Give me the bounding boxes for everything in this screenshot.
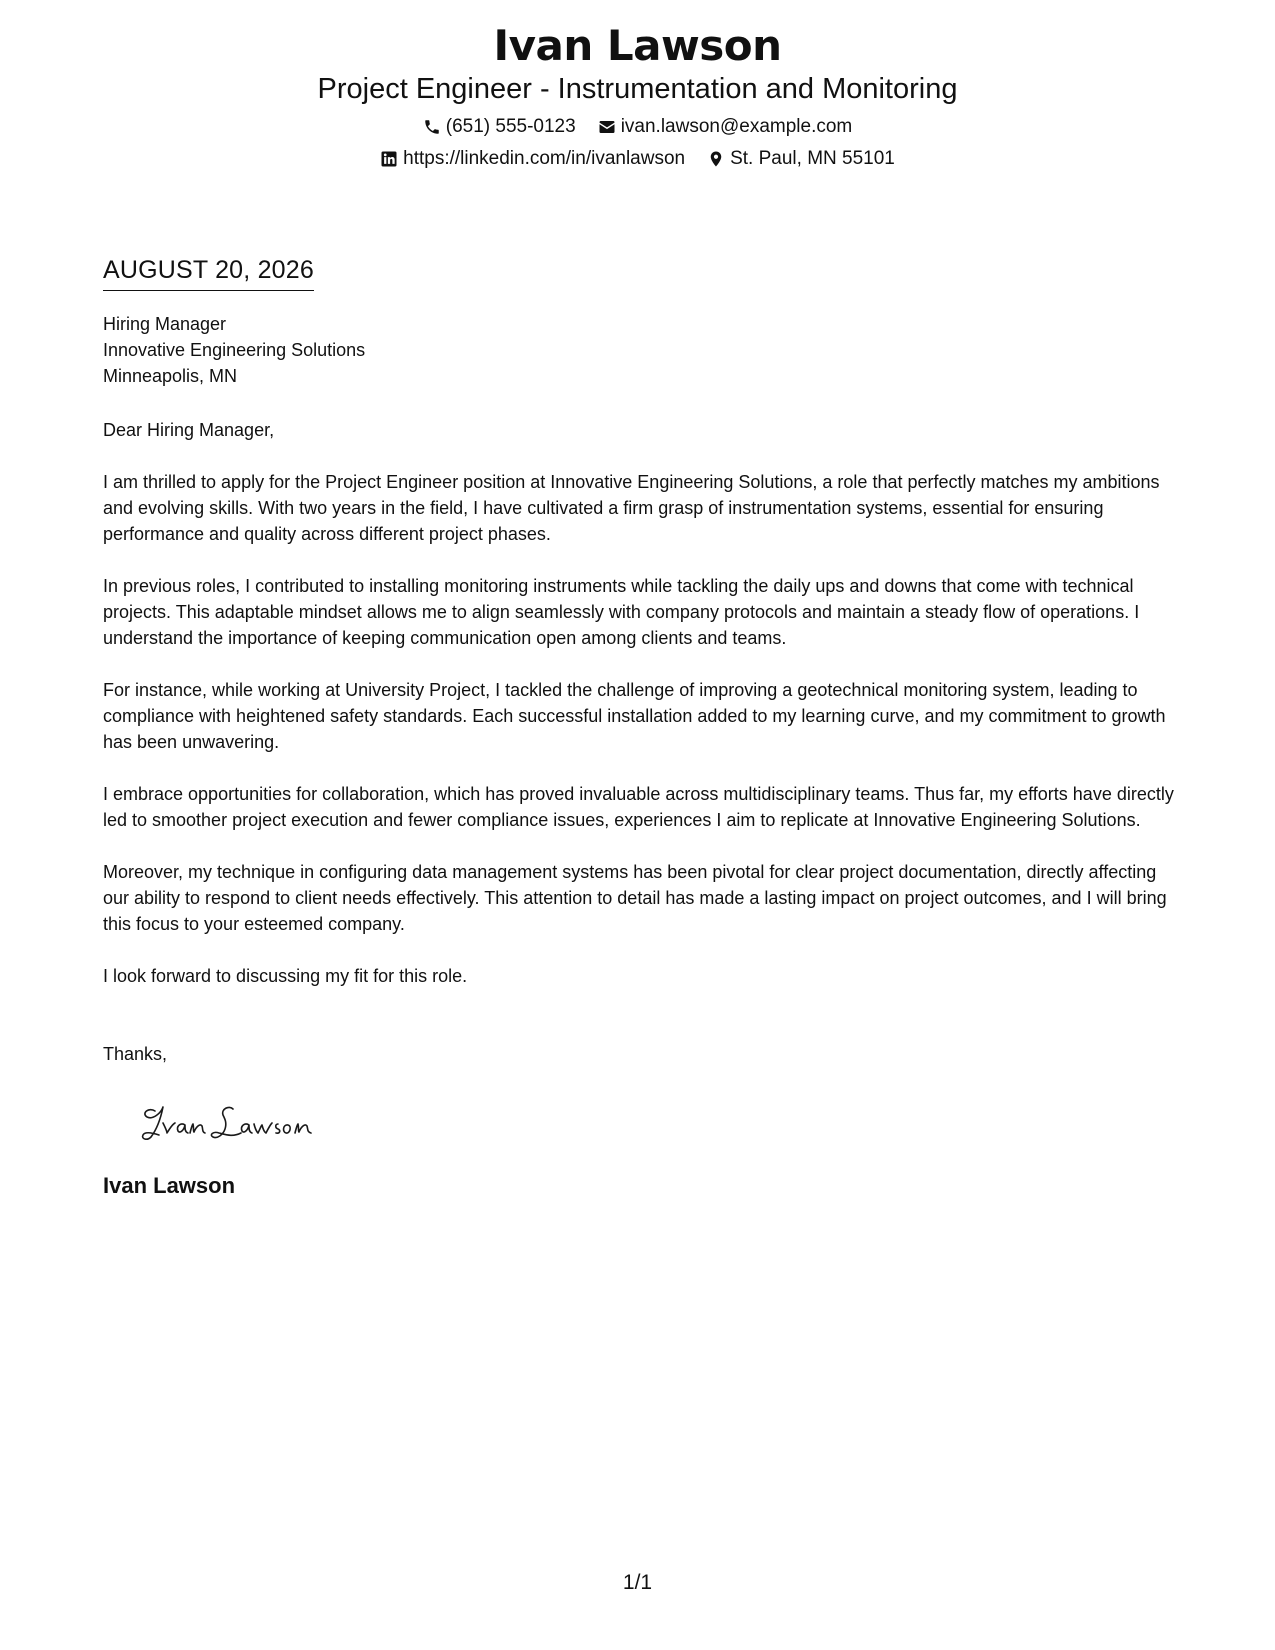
letter-date: AUGUST 20, 2026 [103, 254, 314, 291]
map-marker-icon [707, 150, 725, 168]
letter-header [0, 20, 1275, 171]
salutation: Dear Hiring Manager, [103, 420, 275, 440]
signature-image [137, 1097, 337, 1147]
body-paragraph: I am thrilled to apply for the Project Engineer position at Innovative Engineering Solutions, a role that perfectly matches my ambitions and evolving skills. With two years in the field, I have cultivated a firm grasp of instrumentation systems, essential for ensuring performance and quality across different project phases. [103, 472, 1160, 544]
body-paragraph: For instance, while working at University Project, I tackled the challenge of improving a geotechnical monitoring system, leading to compliance with heightened safety standards. Each successful installation added to my learning curve, and my commitment to growth has been unwavering. [103, 680, 1166, 752]
contact-row-primary [0, 115, 1275, 139]
recipient-line: Minneapolis, MN [103, 366, 238, 386]
phone-number: (651) 555-0123 [445, 116, 576, 137]
body-paragraph: I embrace opportunities for collaboration, which has proved invaluable across multidisciplinary teams. Thus far, my efforts have directly led to smoother project execution and fewer compliance issues, experiences I aim to replicate at Innovative Engineering Solutions. [103, 784, 1174, 830]
body-paragraph: In previous roles, I contributed to installing monitoring instruments while tackling the daily ups and downs that come with technical projects. This adaptable mindset allows me to align seamlessly with company protocols and maintain a steady flow of operations. I understand the importance of keeping communication open among clients and teams. [103, 576, 1140, 648]
closing: Thanks, [103, 1044, 168, 1064]
body-paragraph: Moreover, my technique in configuring data management systems has been pivotal for clear project documentation, directly affecting our ability to respond to client needs effectively. This attention to detail has made a lasting impact on project outcomes, and I will bring this focus to your esteemed company. [103, 862, 1167, 934]
body-paragraph: I look forward to discussing my fit for this role. [103, 966, 468, 986]
applicant-name: Ivan Lawson [493, 21, 782, 70]
contact-row-secondary [0, 147, 1275, 171]
letter-body [103, 254, 1178, 1200]
applicant-title: Project Engineer - Instrumentation and Monitoring [317, 73, 958, 105]
signer-name: Ivan Lawson [103, 1173, 236, 1198]
recipient-block [103, 311, 1178, 389]
envelope-icon [598, 118, 616, 136]
contact-email [598, 115, 853, 139]
email-address: ivan.lawson@example.com [620, 116, 853, 137]
contact-linkedin [380, 147, 685, 171]
contact-phone [423, 115, 576, 139]
recipient-line: Innovative Engineering Solutions [103, 340, 366, 360]
recipient-line: Hiring Manager [103, 314, 227, 334]
page-number: 1/1 [622, 1571, 653, 1594]
location-text: St. Paul, MN 55101 [730, 148, 895, 169]
phone-icon [423, 118, 441, 136]
linkedin-icon [380, 150, 398, 168]
linkedin-url: https://linkedin.com/in/ivanlawson [403, 148, 686, 169]
contact-location [707, 147, 895, 171]
